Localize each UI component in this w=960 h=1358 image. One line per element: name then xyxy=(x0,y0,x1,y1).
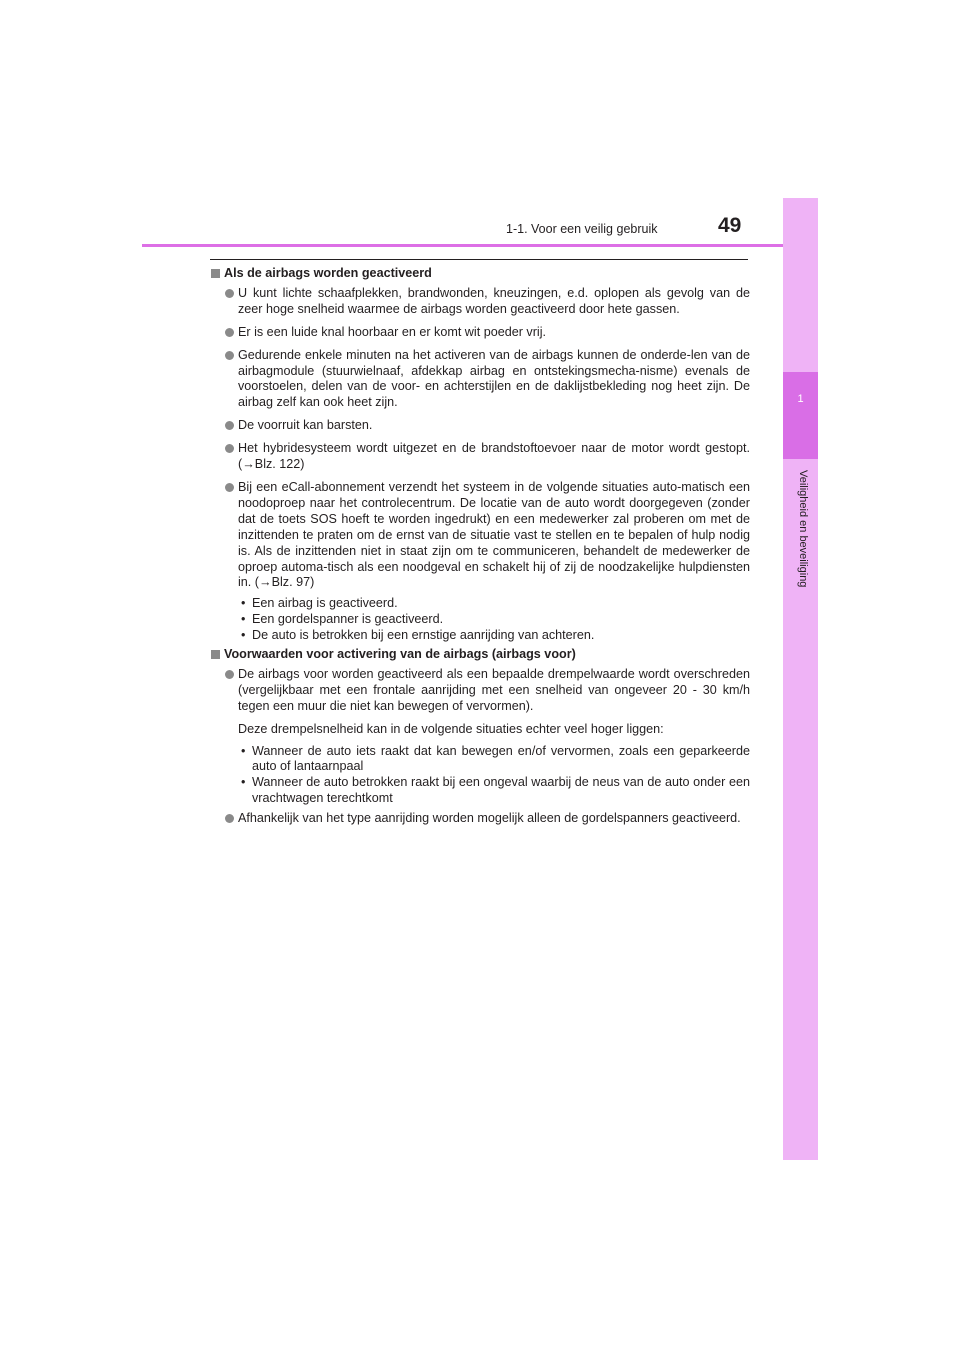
list-item-text: De airbags voor worden geactiveerd als een bepaalde drempelwaarde wordt overschreden (vergelijkbaar met een frontale aanrijding met een snelheid van ongeveer 20 - 30 km/h tegen een muur die niet kan bewegen of vervormen). xyxy=(238,666,750,713)
circle-bullet-icon xyxy=(225,670,234,679)
page-content xyxy=(210,266,750,834)
chapter-number: 1 xyxy=(797,393,804,405)
circle-bullet-icon xyxy=(225,444,234,453)
list-item-text: U kunt lichte schaafplekken, brandwonden, kneuzingen, e.d. oplopen als gevolg van de zeer hoge snelheid waarmee de airbags worden geactiveerd door hete gassen. xyxy=(238,285,750,316)
circle-bullet-icon xyxy=(225,328,234,337)
square-bullet-icon xyxy=(211,269,220,278)
section-heading-text: Als de airbags worden geactiveerd xyxy=(224,266,432,280)
sub-list-item-text: De auto is betrokken bij een ernstige aanrijding van achteren. xyxy=(252,628,595,643)
list-item xyxy=(210,325,750,341)
circle-bullet-icon xyxy=(225,483,234,492)
list-item-text: Bij een eCall-abonnement verzendt het systeem in de volgende situaties auto-matisch een noodoproep naar het controlecentrum. De locatie van de auto wordt doorgegeven (zonder dat de toets SOS hoeft te worden ingedrukt) en een medewerker zal proberen om met de inzittenden te praten om de ernst van de situatie vast te stellen en te bepalen of hulp nodig is. Als de inzittenden niet in staat zijn om te communiceren, behandelt de medewerker de oproep automa-tisch als een noodgeval en schakelt hij of zij de noodzakelijke hulpdiensten in. (→Blz. 97) xyxy=(238,479,750,590)
section-title: 1-1. Voor een veilig gebruik xyxy=(506,222,658,236)
circle-bullet-icon xyxy=(225,351,234,360)
section-heading-text: Voorwaarden voor activering van de airbags (airbags voor) xyxy=(224,647,576,662)
list-item-text: Er is een luide knal hoorbaar en er komt wit poeder vrij. xyxy=(238,324,546,339)
list-item xyxy=(210,348,750,412)
sub-list-item: • Een airbag is geactiveerd. xyxy=(241,596,398,611)
sub-list-item: • De auto is betrokken bij een ernstige aanrijding van achteren. xyxy=(241,628,595,643)
sub-list-item: • Wanneer de auto betrokken raakt bij een ongeval waarbij de neus van de auto onder een vrachtwagen terechtkomt xyxy=(241,775,750,806)
list-item-text: Afhankelijk van het type aanrijding worden mogelijk alleen de gordelspanners geactiveerd. xyxy=(238,811,741,826)
section-heading-activated xyxy=(210,266,750,282)
list-item xyxy=(210,286,750,318)
sub-list-item-text: Wanneer de auto betrokken raakt bij een ongeval waarbij de neus van de auto onder een vrachtwagen terechtkomt xyxy=(252,775,750,806)
section-heading-conditions xyxy=(210,647,750,663)
list-item xyxy=(210,811,750,827)
list-item-text: Het hybridesysteem wordt uitgezet en de brandstoftoevoer naar de motor wordt gestopt. (→Blz. 122) xyxy=(238,441,750,472)
sub-list-item-text: Wanneer de auto iets raakt dat kan bewegen en/of vervormen, zoals een geparkeerde auto of lantaarnpaal xyxy=(252,743,750,774)
list-item xyxy=(210,480,750,591)
content-top-rule xyxy=(210,259,748,260)
chapter-tab-active-marker xyxy=(783,372,818,459)
sub-list xyxy=(210,744,750,808)
list-item xyxy=(210,441,750,473)
square-bullet-icon xyxy=(211,650,220,659)
sub-list xyxy=(210,596,750,644)
list-item-text: Gedurende enkele minuten na het activeren van de airbags kunnen de onderde-len van de airbagmodule (stuurwielnaaf, afdekkap airbag en ontstekingsmecha-nisme) evenals de voorstoelen, delen van de voor- en achterstijlen en de daklijstbekleding nog heet zijn. De airbag zelf kan ook heet zijn. xyxy=(238,347,750,410)
circle-bullet-icon xyxy=(225,289,234,298)
list-item xyxy=(210,667,750,715)
list-item xyxy=(210,418,750,434)
list-item-text: De voorruit kan barsten. xyxy=(238,418,373,433)
circle-bullet-icon xyxy=(225,421,234,430)
chapter-side-tab xyxy=(783,198,818,1160)
sub-list-item-text: Een airbag is geactiveerd. xyxy=(252,596,398,611)
chapter-label: Veiligheid en beveiliging xyxy=(797,470,809,588)
circle-bullet-icon xyxy=(225,814,234,823)
paragraph: Deze drempelsnelheid kan in de volgende situaties echter veel hoger liggen: xyxy=(238,721,664,736)
sub-list-item-text: Een gordelspanner is geactiveerd. xyxy=(252,612,444,627)
sub-list-item: • Een gordelspanner is geactiveerd. xyxy=(241,612,444,627)
page-number: 49 xyxy=(718,214,742,237)
header-rule xyxy=(142,244,818,247)
sub-list-item: • Wanneer de auto iets raakt dat kan bewegen en/of vervormen, zoals een geparkeerde auto of lantaarnpaal xyxy=(241,743,750,774)
